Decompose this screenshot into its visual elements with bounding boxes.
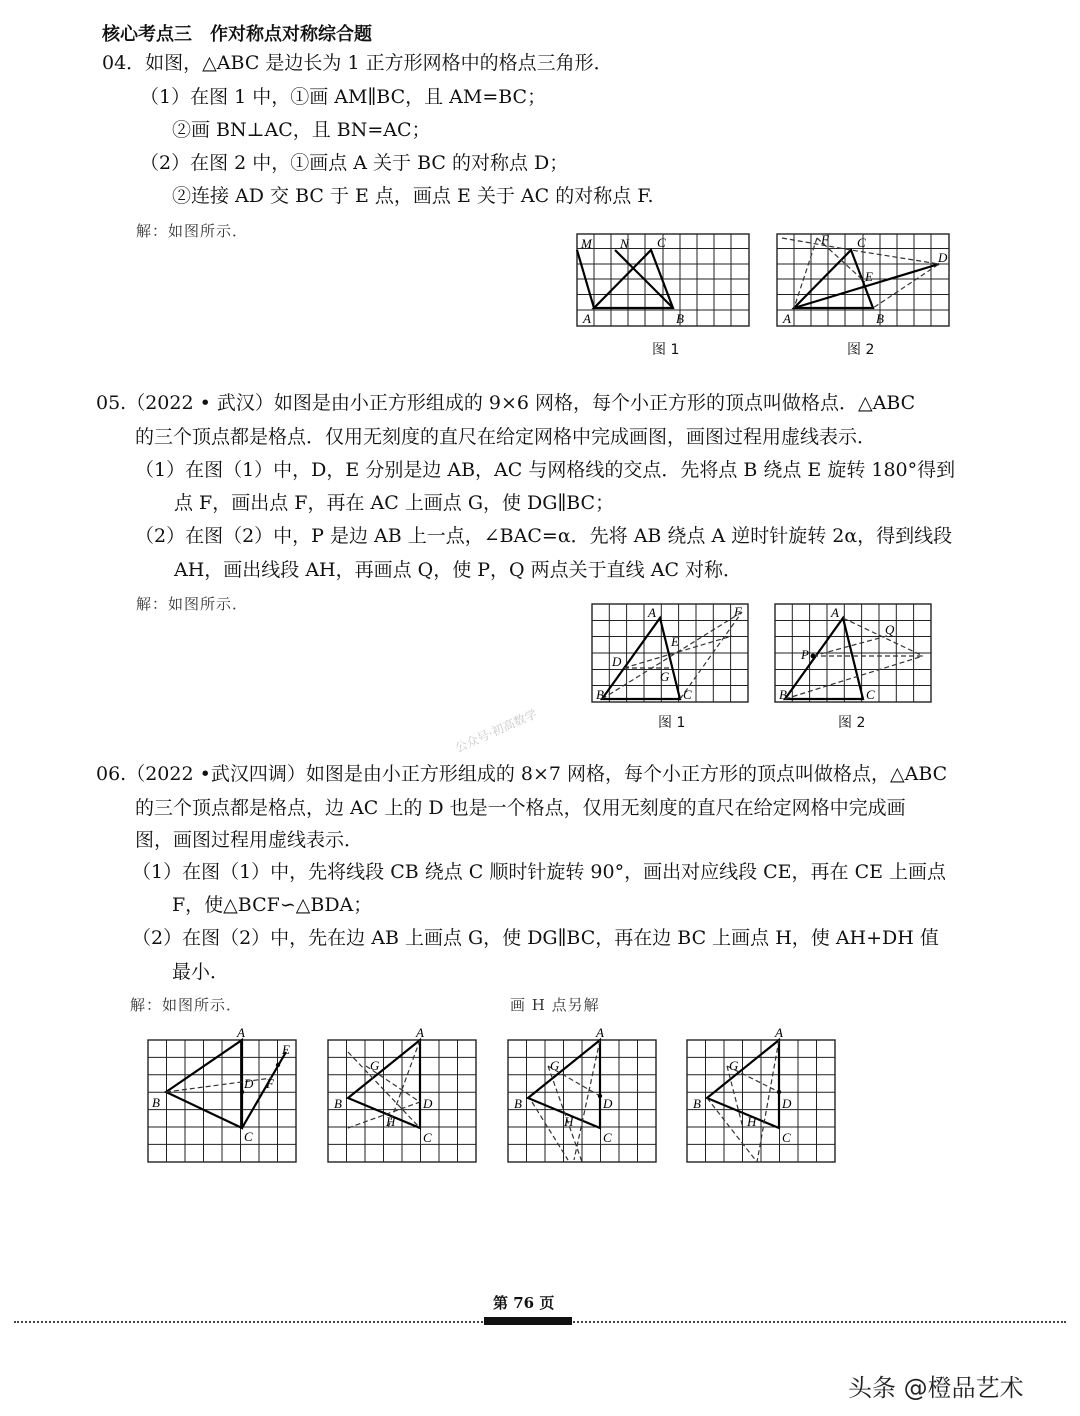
q04-line-4: （2）在图 2 中，①画点 A 关于 BC 的对称点 D； xyxy=(140,152,569,174)
q06-alt-solution: 画 H 点另解 xyxy=(510,996,600,1014)
label-c: C xyxy=(857,235,866,250)
q06-line-1: 06.（2022 •武汉四调）如图是由小正方形组成的 8×7 网格，每个小正方形的顶点叫做格点，△ABC xyxy=(96,763,948,785)
label-b: B xyxy=(152,1095,160,1110)
q06-line-2: 的三个顶点都是格点，边 AC 上的 D 也是一个格点，仅用无刻度的直尺在给定网格中完成画 xyxy=(135,797,906,819)
q04-figure-1 xyxy=(577,234,749,326)
q05-line-6: AH，画出线段 AH，再画点 Q，使 P，Q 两点关于直线 AC 对称． xyxy=(174,559,743,581)
label-a: A xyxy=(831,605,839,620)
label-g: G xyxy=(370,1058,380,1073)
q06-figure-2 xyxy=(328,1025,476,1162)
label-f: F xyxy=(821,232,829,247)
q06-line-4: （1）在图（1）中，先将线段 CB 绕点 C 顺时针旋转 90°，画出对应线段 CE，再在 CE 上画点 xyxy=(132,861,947,883)
label-e: E xyxy=(865,269,873,284)
q05-figure-1 xyxy=(592,604,748,702)
q06-figure-1 xyxy=(148,1025,296,1162)
q06-figure-4 xyxy=(687,1025,835,1162)
q05-line-1: 05.（2022 • 武汉）如图是由小正方形组成的 9×6 网格，每个小正方形的顶点叫做格点．△ABC xyxy=(96,392,916,414)
q04-solution: 解：如图所示． xyxy=(136,222,249,240)
label-h: H xyxy=(747,1114,757,1129)
q04-line-3: ②画 BN⊥AC，且 BN=AC； xyxy=(172,119,431,141)
label-g: G xyxy=(660,669,670,684)
label-a: A xyxy=(416,1025,424,1040)
point-p xyxy=(811,654,816,659)
label-h: H xyxy=(564,1114,574,1129)
q06-line-7: 最小． xyxy=(172,961,230,983)
label-q: Q xyxy=(885,622,895,637)
q05-line-2: 的三个顶点都是格点．仅用无刻度的直尺在给定网格中完成画图，画图过程用虚线表示． xyxy=(135,426,877,448)
grid xyxy=(508,1040,656,1162)
label-a: A xyxy=(583,311,591,326)
label-d: D xyxy=(938,250,948,265)
grid xyxy=(148,1040,296,1162)
label-b: B xyxy=(876,311,884,326)
grid xyxy=(775,604,931,702)
q05-solution: 解：如图所示． xyxy=(136,595,249,613)
q04-fig2-caption: 图 2 xyxy=(847,342,875,358)
label-b: B xyxy=(334,1096,342,1111)
label-c: C xyxy=(657,235,666,250)
label-a: A xyxy=(783,311,791,326)
label-d: D xyxy=(423,1096,433,1111)
label-b: B xyxy=(779,687,787,702)
label-b: B xyxy=(693,1096,701,1111)
dashed-construction xyxy=(532,1040,600,1162)
q04-line-5: ②连接 AD 交 BC 于 E 点，画点 E 关于 AC 的对称点 F. xyxy=(172,185,654,207)
point-d xyxy=(777,1090,781,1094)
label-f: F xyxy=(266,1076,274,1091)
center-watermark: 公众号·初高数学 xyxy=(453,706,540,756)
label-d: D xyxy=(612,654,622,669)
label-c: C xyxy=(683,687,692,702)
label-e: E xyxy=(282,1042,290,1057)
q05-figure-2 xyxy=(775,604,931,702)
label-f: F xyxy=(734,604,742,619)
q05-line-4: 点 F，画出点 F，再在 AC 上画点 G，使 DG∥BC； xyxy=(174,492,615,514)
q05-fig2-caption: 图 2 xyxy=(838,715,866,731)
label-n: N xyxy=(620,236,629,251)
point-f xyxy=(276,1063,280,1067)
label-g: G xyxy=(729,1058,739,1073)
brand-watermark: 头条 @橙品艺术 xyxy=(848,1374,1024,1402)
q06-line-5: F，使△BCF∽△BDA； xyxy=(172,894,373,916)
q06-figure-3 xyxy=(508,1025,656,1162)
label-p: P xyxy=(801,647,809,662)
q04-line-1: 04．如图，△ABC 是边长为 1 正方形网格中的格点三角形． xyxy=(102,52,613,74)
grid xyxy=(328,1040,476,1162)
footer-bar xyxy=(484,1317,572,1325)
label-e: E xyxy=(671,634,679,649)
q04-fig1-caption: 图 1 xyxy=(652,342,680,358)
label-c: C xyxy=(603,1130,612,1145)
q05-fig1-caption: 图 1 xyxy=(658,715,686,731)
q05-line-5: （2）在图（2）中，P 是边 AB 上一点，∠BAC=α．先将 AB 绕点 A 逆时针旋转 2α，得到线段 xyxy=(135,525,953,547)
label-d: D xyxy=(603,1096,613,1111)
label-a: A xyxy=(775,1025,783,1040)
label-b: B xyxy=(596,687,604,702)
q06-line-3: 图，画图过程用虚线表示． xyxy=(135,829,364,851)
label-c: C xyxy=(782,1130,791,1145)
q06-line-6: （2）在图（2）中，先在边 AB 上画点 G，使 DG∥BC，再在边 BC 上画点 H，使 AH+DH 值 xyxy=(132,927,939,949)
label-h: H xyxy=(386,1114,396,1129)
point-d xyxy=(598,1094,602,1098)
label-c: C xyxy=(244,1129,253,1144)
page-number: 第 76 页 xyxy=(493,1294,555,1312)
section-title: 核心考点三 作对称点对称综合题 xyxy=(102,24,372,45)
label-a: A xyxy=(237,1025,245,1040)
label-c: C xyxy=(866,687,875,702)
label-d: D xyxy=(782,1096,792,1111)
q04-figure-2 xyxy=(777,234,949,326)
label-b: B xyxy=(676,311,684,326)
label-c: C xyxy=(423,1130,432,1145)
q05-line-3: （1）在图（1）中，D，E 分别是边 AB，AC 与网格线的交点．先将点 B 绕点 E 旋转 180°得到 xyxy=(135,459,956,481)
label-a: A xyxy=(648,605,656,620)
label-d: D xyxy=(244,1076,254,1091)
label-a: A xyxy=(596,1025,604,1040)
q06-solution: 解：如图所示． xyxy=(130,996,243,1014)
label-b: B xyxy=(514,1096,522,1111)
grid xyxy=(592,604,748,702)
q04-line-2: （1）在图 1 中，①画 AM∥BC，且 AM=BC； xyxy=(140,86,547,108)
label-m: M xyxy=(581,236,592,251)
label-g: G xyxy=(550,1058,560,1073)
